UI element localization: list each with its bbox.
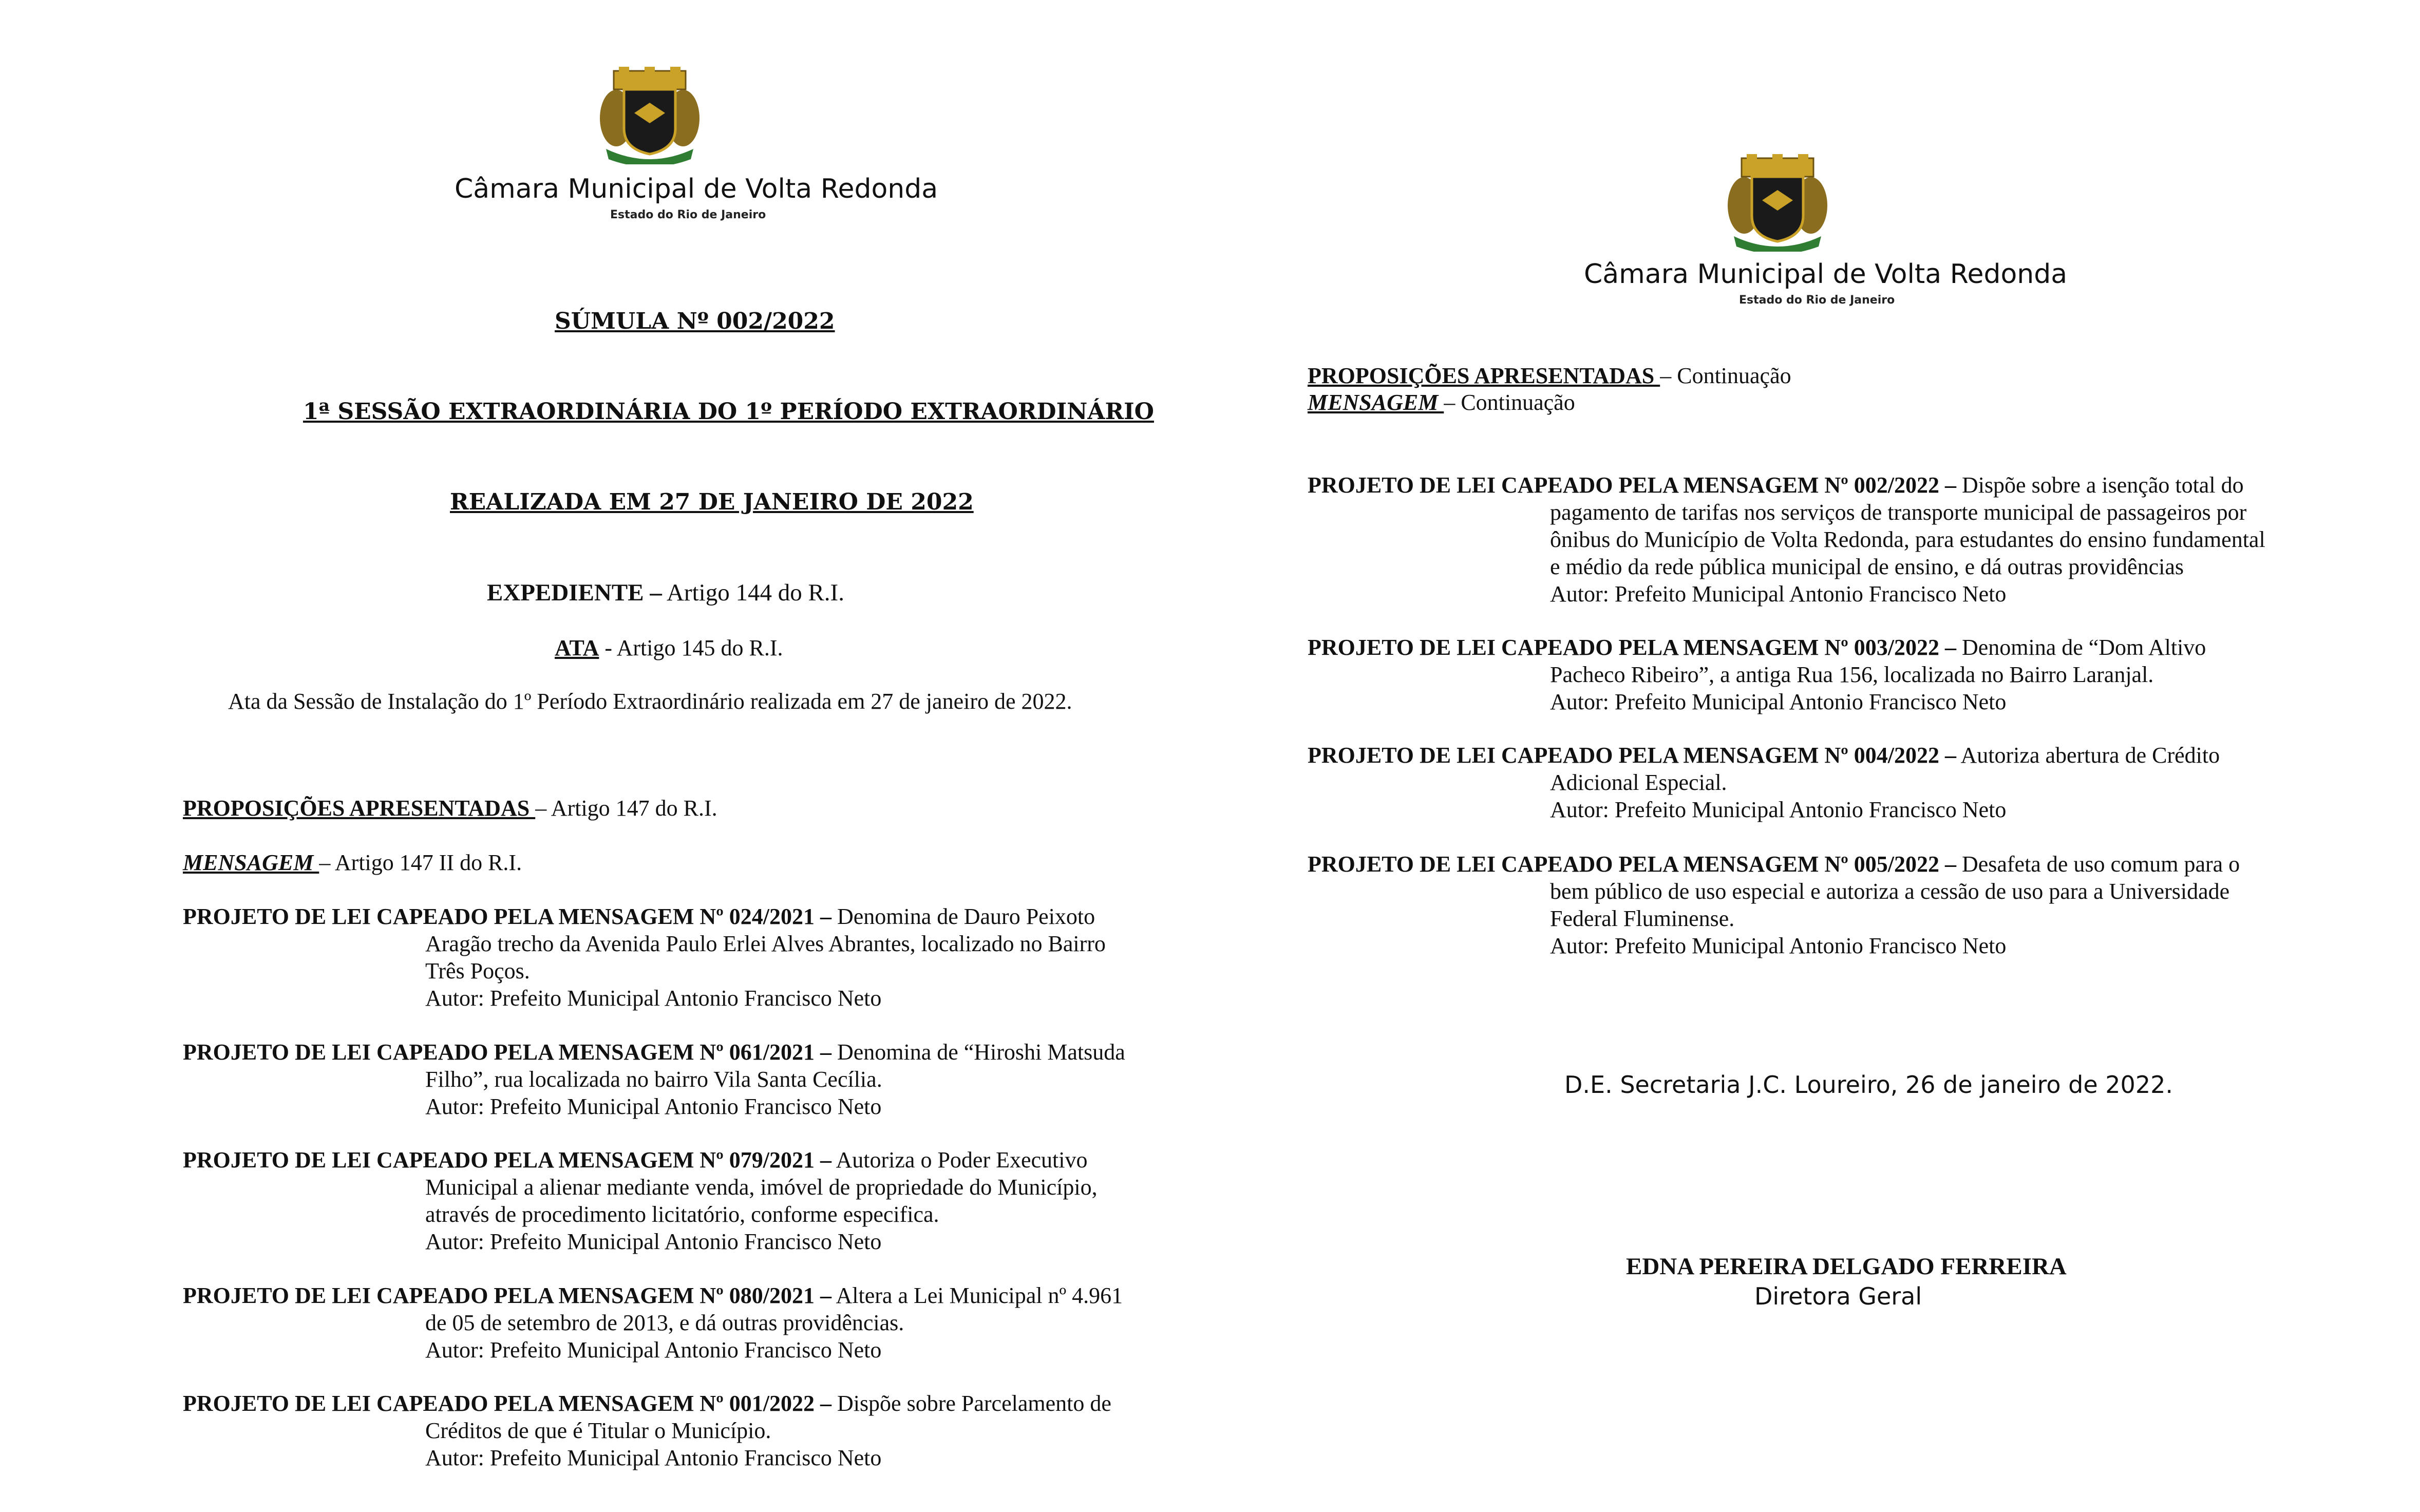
bill-item bbox=[1308, 634, 2206, 715]
page-right bbox=[1210, 0, 2420, 1512]
bill-first-line: Autoriza abertura de Crédito bbox=[1956, 743, 2220, 768]
sumula-title: SÚMULA Nº 002/2022 bbox=[555, 308, 835, 334]
bill-author: Autor: Prefeito Municipal Antonio Francisco Neto bbox=[425, 986, 882, 1011]
crest-icon bbox=[1724, 154, 1831, 252]
bill-author: Autor: Prefeito Municipal Antonio Francisco Neto bbox=[425, 1229, 882, 1254]
bill-author: Autor: Prefeito Municipal Antonio Francisco Neto bbox=[1550, 933, 2007, 958]
bill-item bbox=[1308, 742, 2220, 823]
proposicoes-label: PROPOSIÇÕES APRESENTADAS bbox=[1308, 363, 1660, 388]
bill-first-line: Desafeta de uso comum para o bbox=[1956, 852, 2240, 877]
bill-title: PROJETO DE LEI CAPEADO PELA MENSAGEM Nº 024/2021 – bbox=[183, 904, 831, 929]
org-state: Estado do Rio de Janeiro bbox=[610, 209, 766, 221]
bill-line: ônibus do Município de Volta Redonda, para estudantes do ensino fundamental bbox=[1550, 527, 2265, 552]
mensagem-line bbox=[183, 849, 522, 876]
ata-ref: - Artigo 145 do R.I. bbox=[599, 635, 783, 660]
proposicoes-label: PROPOSIÇÕES APRESENTADAS bbox=[183, 796, 536, 821]
ata-line bbox=[555, 635, 783, 662]
mensagem-label: MENSAGEM bbox=[1308, 390, 1444, 415]
bill-author: Autor: Prefeito Municipal Antonio Francisco Neto bbox=[1550, 689, 2007, 714]
proposicoes-ref: – Artigo 147 do R.I. bbox=[535, 796, 717, 821]
bill-title: PROJETO DE LEI CAPEADO PELA MENSAGEM Nº 061/2021 – bbox=[183, 1040, 831, 1065]
bill-title: PROJETO DE LEI CAPEADO PELA MENSAGEM Nº 004/2022 – bbox=[1308, 743, 1956, 768]
bill-first-line: Dispõe sobre a isenção total do bbox=[1956, 472, 2244, 498]
org-name: Câmara Municipal de Volta Redonda bbox=[455, 174, 938, 204]
mensagem-ref: – Continuação bbox=[1444, 390, 1575, 415]
session-date-title: REALIZADA EM 27 DE JANEIRO DE 2022 bbox=[450, 489, 974, 515]
bill-title: PROJETO DE LEI CAPEADO PELA MENSAGEM Nº 080/2021 – bbox=[183, 1283, 831, 1308]
org-name: Câmara Municipal de Volta Redonda bbox=[1584, 259, 2068, 290]
bill-author: Autor: Prefeito Municipal Antonio Francisco Neto bbox=[425, 1337, 882, 1363]
bill-line: Federal Fluminense. bbox=[1550, 906, 1735, 931]
bill-line: Aragão trecho da Avenida Paulo Erlei Alves Abrantes, localizado no Bairro bbox=[425, 931, 1106, 956]
mensagem-label: MENSAGEM bbox=[183, 850, 319, 875]
bill-first-line: Denomina de “Hiroshi Matsuda bbox=[831, 1040, 1125, 1065]
bill-first-line: Autoriza o Poder Executivo bbox=[831, 1147, 1088, 1173]
bill-title: PROJETO DE LEI CAPEADO PELA MENSAGEM Nº 003/2022 – bbox=[1308, 635, 1956, 660]
bill-title: PROJETO DE LEI CAPEADO PELA MENSAGEM Nº 079/2021 – bbox=[183, 1147, 831, 1173]
mensagem-line bbox=[1308, 389, 1575, 416]
bill-author: Autor: Prefeito Municipal Antonio Francisco Neto bbox=[425, 1094, 882, 1119]
bill-line: Pacheco Ribeiro”, a antiga Rua 156, localizada no Bairro Laranjal. bbox=[1550, 662, 2154, 687]
bill-item bbox=[1308, 471, 2265, 608]
dateline: D.E. Secretaria J.C. Loureiro, 26 de janeiro de 2022. bbox=[1564, 1071, 2173, 1099]
bill-title: PROJETO DE LEI CAPEADO PELA MENSAGEM Nº 002/2022 – bbox=[1308, 472, 1956, 498]
bill-line: Créditos de que é Titular o Município. bbox=[425, 1418, 771, 1443]
bill-item bbox=[183, 1282, 1123, 1364]
bill-author: Autor: Prefeito Municipal Antonio Francisco Neto bbox=[425, 1445, 882, 1470]
bill-item bbox=[183, 1146, 1098, 1255]
proposicoes-ref: – Continuação bbox=[1660, 363, 1791, 388]
bill-line: e médio da rede pública municipal de ensino, e dá outras providências bbox=[1550, 554, 2184, 579]
mensagem-ref: – Artigo 147 II do R.I. bbox=[319, 850, 522, 875]
bill-first-line: Dispõe sobre Parcelamento de bbox=[831, 1391, 1111, 1416]
org-state: Estado do Rio de Janeiro bbox=[1739, 294, 1895, 307]
bill-author: Autor: Prefeito Municipal Antonio Francisco Neto bbox=[1550, 581, 2007, 607]
proposicoes-line bbox=[1308, 363, 1791, 389]
bill-line: de 05 de setembro de 2013, e dá outras providências. bbox=[425, 1310, 904, 1335]
bill-item bbox=[183, 903, 1106, 1012]
bill-title: PROJETO DE LEI CAPEADO PELA MENSAGEM Nº 005/2022 – bbox=[1308, 852, 1956, 877]
proposicoes-line bbox=[183, 795, 717, 822]
ata-label: ATA bbox=[555, 635, 599, 660]
expediente-ref: Artigo 144 do R.I. bbox=[661, 579, 844, 606]
ata-text: Ata da Sessão de Instalação do 1º Período Extraordinário realizada em 27 de janeiro de 2022. bbox=[228, 689, 1072, 714]
bill-line: bem público de uso especial e autoriza a cessão de uso para a Universidade bbox=[1550, 879, 2230, 904]
expediente-line bbox=[487, 579, 844, 606]
bill-first-line: Denomina de Dauro Peixoto bbox=[831, 904, 1095, 929]
bill-title: PROJETO DE LEI CAPEADO PELA MENSAGEM Nº 001/2022 – bbox=[183, 1391, 831, 1416]
session-title: 1ª SESSÃO EXTRAORDINÁRIA DO 1º PERÍODO EXTRAORDINÁRIO bbox=[303, 399, 1154, 425]
signer-name: EDNA PEREIRA DELGADO FERREIRA bbox=[1626, 1253, 2067, 1280]
bill-item bbox=[183, 1390, 1111, 1471]
bill-item bbox=[1308, 850, 2240, 959]
expediente-label: EXPEDIENTE – bbox=[487, 579, 662, 606]
signer-title: Diretora Geral bbox=[1754, 1282, 1922, 1310]
bill-first-line: Denomina de “Dom Altivo bbox=[1956, 635, 2206, 660]
bill-line: pagamento de tarifas nos serviços de transporte municipal de passageiros por bbox=[1550, 500, 2247, 525]
bill-item bbox=[183, 1038, 1125, 1120]
bill-line: Filho”, rua localizada no bairro Vila Santa Cecília. bbox=[425, 1067, 882, 1092]
bill-author: Autor: Prefeito Municipal Antonio Francisco Neto bbox=[1550, 797, 2007, 822]
crest-icon bbox=[596, 67, 704, 164]
bill-first-line: Altera a Lei Municipal nº 4.961 bbox=[831, 1283, 1123, 1308]
bill-line: Adicional Especial. bbox=[1550, 770, 1727, 795]
bill-line: Três Poços. bbox=[425, 958, 530, 984]
bill-line: através de procedimento licitatório, conforme especifica. bbox=[425, 1202, 939, 1227]
bill-line: Municipal a alienar mediante venda, imóvel de propriedade do Município, bbox=[425, 1175, 1098, 1200]
